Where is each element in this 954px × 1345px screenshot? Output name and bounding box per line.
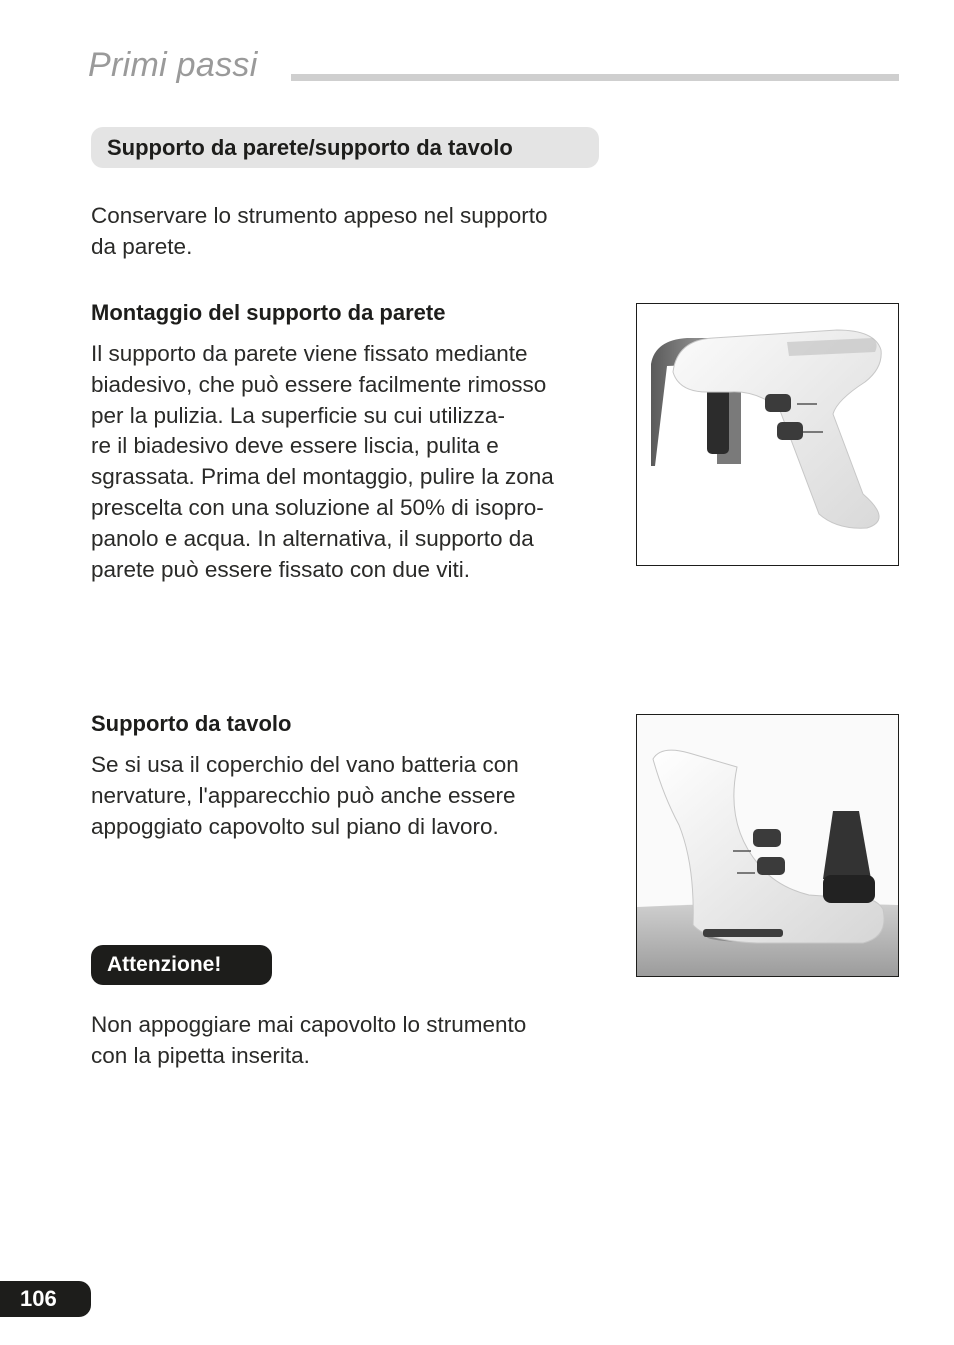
intro-paragraph	[91, 201, 611, 263]
wall-mount-heading: Montaggio del supporto da parete	[91, 300, 446, 325]
intro-line: Conservare lo strumento appeso nel supporto	[91, 203, 548, 228]
intro-line: da parete.	[91, 233, 193, 259]
wall-mount-photo	[636, 303, 899, 566]
wall-mount-line: re il biadesivo deve essere liscia, pulita e	[91, 433, 499, 459]
wall-mount-line: Il supporto da parete viene fissato mediante	[91, 341, 528, 366]
warning-paragraph	[91, 1010, 621, 1072]
table-stand-line: nervature, l'apparecchio può anche essere	[91, 782, 516, 808]
warning-label: Attenzione!	[91, 945, 272, 985]
table-stand-photo	[636, 714, 899, 977]
warning-line: Non appoggiare mai capovolto lo strumento	[91, 1012, 527, 1037]
table-stand-line: Se si usa il coperchio del vano batteria con	[91, 752, 519, 777]
wall-mount-line: biadesivo, che può essere facilmente rimosso	[91, 371, 547, 397]
table-stand-line: appoggiato capovolto sul piano di lavoro.	[91, 813, 499, 839]
chapter-rule	[291, 74, 899, 81]
wall-mount-line: parete può essere fissato con due viti.	[91, 556, 470, 582]
table-stand-paragraph	[91, 750, 621, 842]
warning-line: con la pipetta inserita.	[91, 1042, 310, 1068]
wall-mount-paragraph	[91, 339, 621, 585]
wall-mount-line: sgrassata. Prima del montaggio, pulire la zona	[91, 464, 554, 490]
chapter-title: Primi passi	[88, 46, 258, 84]
wall-mount-line: prescelta con una soluzione al 50% di isopro-	[91, 494, 544, 520]
page-number: 106	[0, 1281, 91, 1317]
table-stand-heading: Supporto da tavolo	[91, 711, 292, 736]
section-title: Supporto da parete/supporto da tavolo	[91, 127, 599, 168]
wall-mount-line: panolo e acqua. In alternativa, il supporto da	[91, 525, 534, 551]
wall-mount-line: per la pulizia. La superficie su cui utilizza-	[91, 402, 505, 428]
